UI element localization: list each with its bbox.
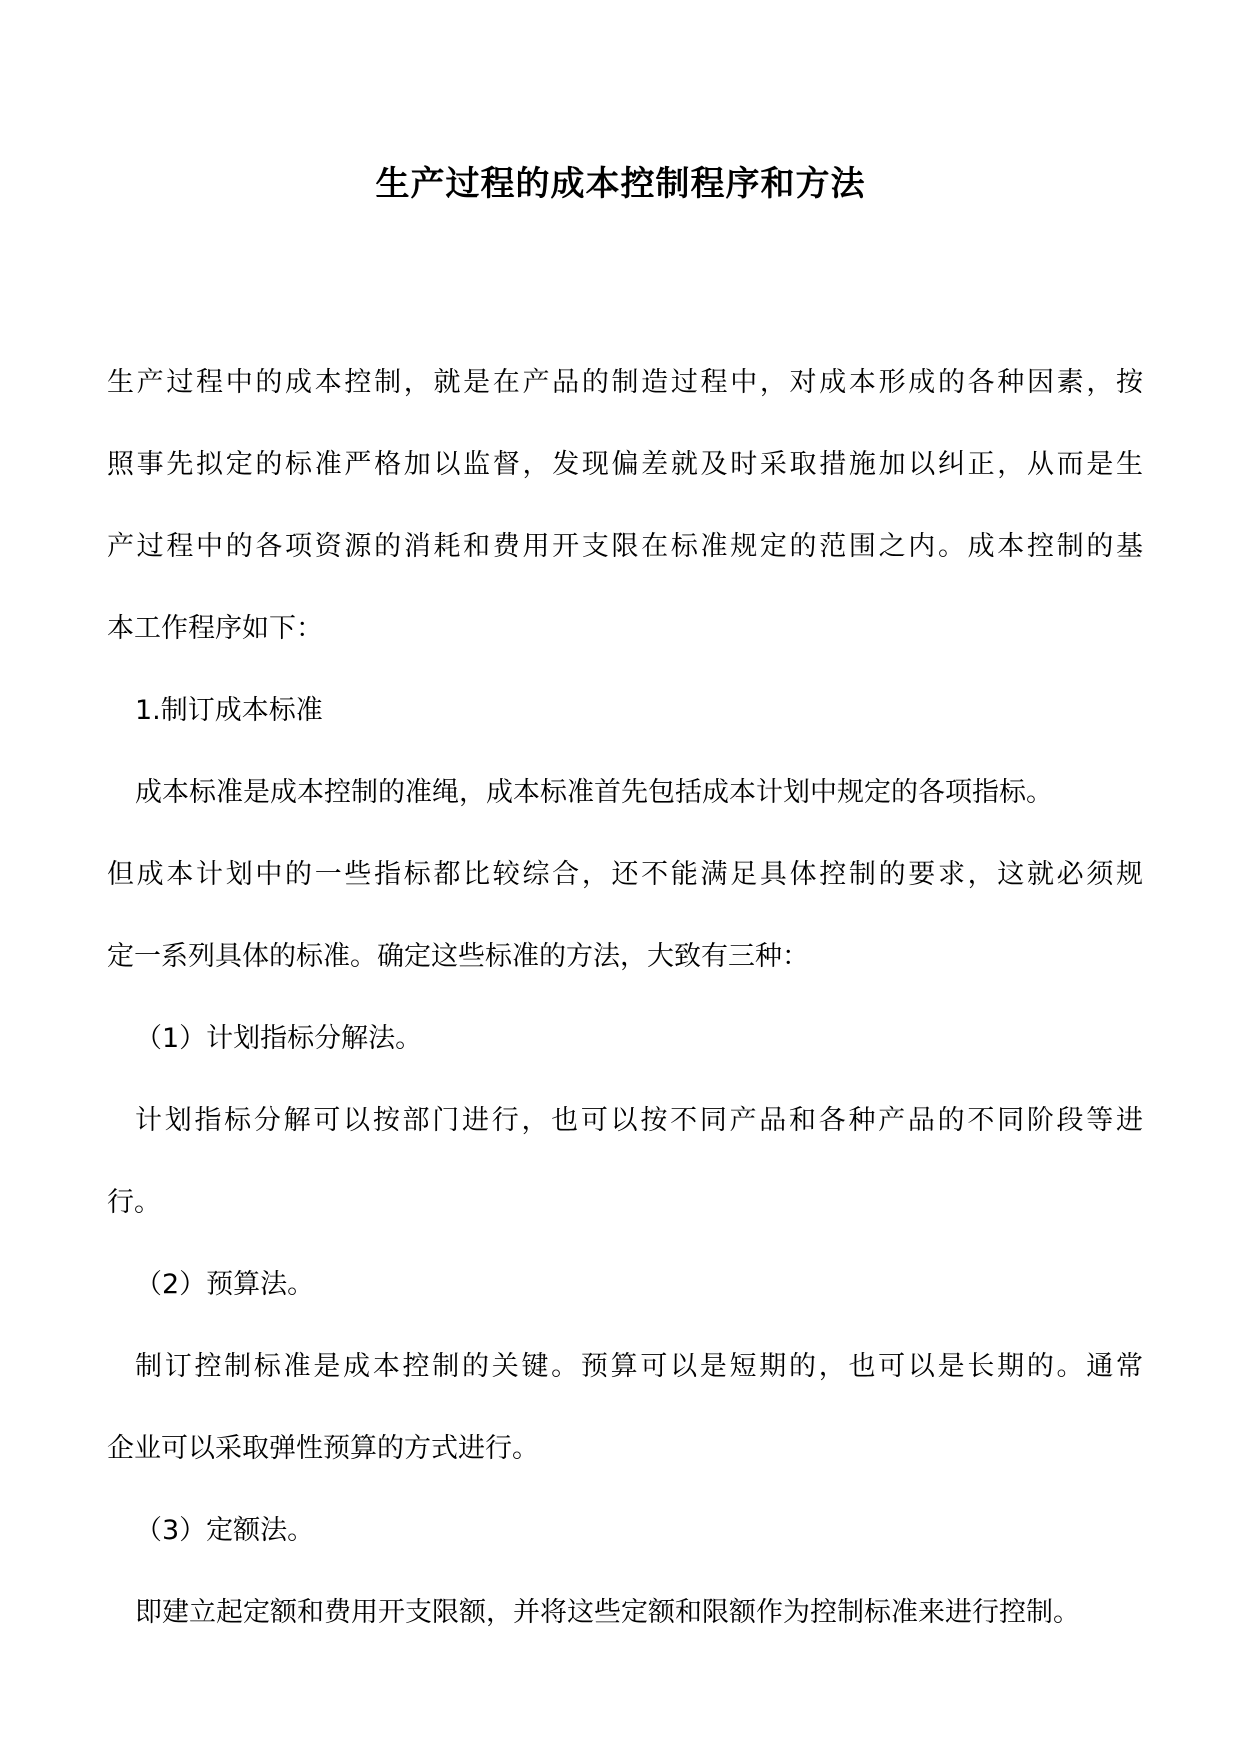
paragraph-line: 但成本计划中的一些指标都比较综合，还不能满足具体控制的要求，这就必须规 (107, 859, 1143, 890)
document-title: 生产过程的成本控制程序和方法 (375, 164, 866, 204)
paragraph-line: 生产过程中的成本控制，就是在产品的制造过程中，对成本形成的各种因素，按 (107, 367, 1143, 398)
paragraph-line: 成本标准是成本控制的准绳，成本标准首先包括成本计划中规定的各项指标。 (135, 777, 1053, 808)
paragraph-line: 制订控制标准是成本控制的关键。预算可以是短期的，也可以是长期的。通常 (135, 1351, 1143, 1382)
paragraph-line: 行。 (107, 1187, 161, 1218)
method-heading: （3）定额法。 (135, 1515, 315, 1546)
method-heading: （2）预算法。 (135, 1269, 315, 1300)
section-heading: 1.制订成本标准 (135, 695, 323, 726)
paragraph-line: 照事先拟定的标准严格加以监督，发现偏差就及时采取措施加以纠正，从而是生 (107, 449, 1143, 480)
paragraph-line: 企业可以采取弹性预算的方式进行。 (107, 1433, 539, 1464)
paragraph-line: 产过程中的各项资源的消耗和费用开支限在标准规定的范围之内。成本控制的基 (107, 531, 1143, 562)
paragraph-line: 本工作程序如下： (107, 613, 323, 644)
method-heading: （1）计划指标分解法。 (135, 1023, 423, 1054)
paragraph-line: 定一系列具体的标准。确定这些标准的方法，大致有三种： (107, 941, 809, 972)
document-body (107, 342, 1143, 1654)
paragraph-line: 即建立起定额和费用开支限额，并将这些定额和限额作为控制标准来进行控制。 (135, 1597, 1080, 1628)
paragraph-line: 计划指标分解可以按部门进行，也可以按不同产品和各种产品的不同阶段等进 (135, 1105, 1143, 1136)
